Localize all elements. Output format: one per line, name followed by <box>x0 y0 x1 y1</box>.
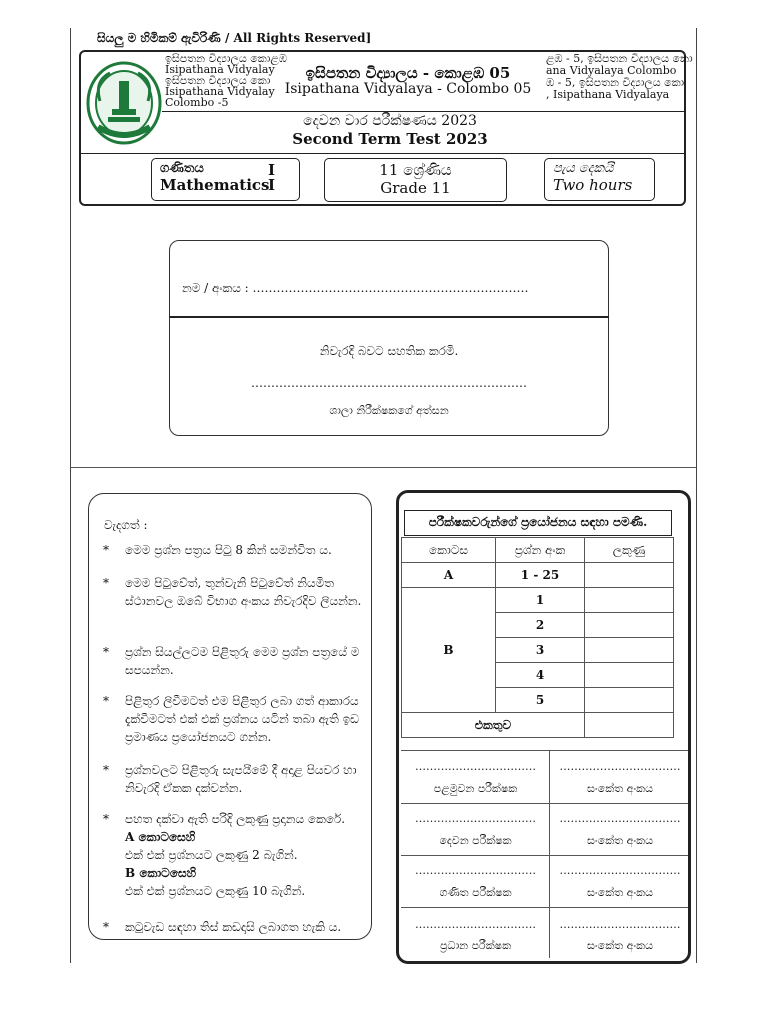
duration-box <box>544 158 655 201</box>
signature-line[interactable]: …………………………………………………………… <box>251 376 527 390</box>
sig-dots[interactable]: …………………………… <box>415 760 536 773</box>
marks-cell[interactable] <box>585 613 674 638</box>
code-dots[interactable]: …………………………… <box>559 864 681 877</box>
subject-english: Mathematics <box>160 176 270 194</box>
duration-sinhala: පැය දෙකයි <box>553 161 614 176</box>
watermark-line: ඹ - 5, ඉසිපතන විද්‍යාලය කො <box>546 76 685 89</box>
page-border-right <box>696 28 697 963</box>
instruction-text: මෙම ප්‍රශ්න පත්‍රය පිටු 8 කින් සමන්විත ය. <box>125 543 332 557</box>
instruction-text: ප්‍රශ්න සියල්ලටම පිළිතුරු මෙම ප්‍රශ්න පත්‍රයේ ම සපයන්න. <box>125 645 360 677</box>
sig-grid-line <box>401 750 688 751</box>
watermark-line: ana Vidyalaya Colombo <box>546 64 677 77</box>
school-watermark-right <box>546 52 693 101</box>
code-number-label: සංකේත අංකය <box>587 782 653 795</box>
part-a-cell: A <box>402 563 496 588</box>
instruction-item: * මෙම ප්‍රශ්න පත්‍රය පිටු 8 කින් සමන්විත ය. <box>103 541 368 559</box>
term-title-english: Second Term Test 2023 <box>292 130 488 148</box>
instruction-item: * පහත දක්වා ඇති පරිදි ලකුණු ප්‍රදානය කෙරේ. A කොටසෙහි එක් එක් ප්‍රශ්නයට ලකුණු 2 බැගින්. B කොටසෙහි එක් එක් ප්‍රශ්නයට ලකුණු 10 බැගින්. <box>103 810 368 900</box>
instruction-text: කටුවැඩ සඳහා තිස් කඩදාසි ලබාගත හැකි ය. <box>125 920 342 934</box>
marks-part-b-title: B කොටසෙහි <box>125 866 197 880</box>
marks-part-a-title: A කොටසෙහි <box>125 830 196 844</box>
sig-dots[interactable]: …………………………… <box>415 864 536 877</box>
qno-cell: 1 - 25 <box>496 563 585 588</box>
code-dots[interactable]: …………………………… <box>559 812 681 825</box>
school-crest-icon <box>86 61 162 145</box>
col-qno-header: ප්‍රශ්න අංක <box>496 538 585 563</box>
paper-number: I <box>268 161 276 179</box>
header-divider <box>81 153 686 154</box>
col-part-header: කොටස <box>402 538 496 563</box>
instruction-text: ප්‍රශ්නවලට පිළිතුරු සැපයීමේ දී අදාළ පියවර හා නිවැරදි ඒකක දක්වන්න. <box>125 763 357 795</box>
marks-cell[interactable] <box>585 588 674 613</box>
sig-dots[interactable]: …………………………… <box>415 812 536 825</box>
copyright-notice: සියලු ම හිමිකම් ඇවිරිණි / All Rights Reserved] <box>97 31 372 45</box>
instruction-item: * ප්‍රශ්නවලට පිළිතුරු සැපයීමේ දී අදාළ පියවර හා නිවැරදි ඒකක දක්වන්න. <box>103 761 368 797</box>
signature-label: ශාලා නිරීක්ෂකගේ අත්සන <box>329 404 449 417</box>
school-name-english: Isipathana Vidyalaya - Colombo 05 <box>284 81 532 97</box>
duration-english: Two hours <box>553 176 633 194</box>
namebox-divider <box>169 316 609 318</box>
qno-cell: 2 <box>496 613 585 638</box>
watermark-line: Isipathana Vidyalay <box>165 63 275 76</box>
math-examiner-label: ගණිත පරීක්ෂක <box>439 886 512 899</box>
total-label: එකතුව <box>402 713 585 738</box>
school-watermark-left <box>165 52 287 109</box>
part-b-cell: B <box>402 588 496 713</box>
instruction-item: * මෙම පිටුවේත්, තුන්වැනි පිටුවේත් නියමිත ස්ථානවල ඔබේ විභාග අංකය නිවැරදිව ලියන්න. <box>103 574 368 610</box>
watermark-line: ළඹ - 5, ඉසිපතන විද්‍යාලය කො <box>546 52 693 65</box>
instruction-item: * කටුවැඩ සඳහා තිස් කඩදාසි ලබාගත හැකි ය. <box>103 918 368 936</box>
instruction-text: පිළිතුර ලිවීමටත් එම පිළිතුර ලබා ගත් ආකාරය දැක්වීමටත් එක් එක් ප්‍රශ්නය යටින් තබා ඇති ඉඩ ප්‍රමාණය ප්‍රයෝජනයට ගන්න. <box>125 694 360 744</box>
instruction-text: මෙම පිටුවේත්, තුන්වැනි පිටුවේත් නියමිත ස්ථානවල ඔබේ විභාග අංකය නිවැරදිව ලියන්න. <box>125 576 362 608</box>
header-divider <box>162 111 686 112</box>
instructions-title: වැදගත් : <box>104 518 148 532</box>
paper-number: I <box>268 176 276 194</box>
marks-cell[interactable] <box>585 663 674 688</box>
subject-box <box>151 158 300 201</box>
grade-sinhala: 11 ශ්‍රේණිය <box>379 161 452 179</box>
instruction-item: * ප්‍රශ්න සියල්ලටම පිළිතුරු මෙම ප්‍රශ්න පත්‍රයේ ම සපයන්න. <box>103 643 368 679</box>
examiner-heading: පරීක්ෂකවරුන්ගේ ප්‍රයෝජනය සඳහා පමණි. <box>404 510 672 536</box>
name-number-field[interactable]: නම / අංකය : …………………………………………………………… <box>182 281 529 295</box>
section-divider <box>70 467 696 468</box>
sig-grid-line <box>401 803 688 804</box>
chief-examiner-label: ප්‍රධාන පරීක්ෂක <box>439 939 512 952</box>
code-number-label: සංකේත අංකය <box>587 886 653 899</box>
sig-grid-line <box>401 855 688 856</box>
watermark-line: ඉසිපතන විද්‍යාලය කො <box>165 74 271 87</box>
sig-dots[interactable]: …………………………… <box>415 918 536 931</box>
code-number-label: සංකේත අංකය <box>587 939 653 952</box>
certification-text: නිවැරදි බවට සහතික කරමි. <box>319 344 459 358</box>
grade-box <box>324 158 507 202</box>
sig-grid-divider <box>549 750 550 958</box>
qno-cell: 4 <box>496 663 585 688</box>
subject-sinhala: ගණිතය <box>160 161 204 176</box>
qno-cell: 3 <box>496 638 585 663</box>
page-border-left <box>70 28 71 963</box>
sig-grid-line <box>401 907 688 908</box>
instruction-text: පහත දක්වා ඇති පරිදි ලකුණු ප්‍රදානය කෙරේ. <box>125 812 346 826</box>
marks-table <box>401 537 674 738</box>
marks-part-b: එක් එක් ප්‍රශ්නයට ලකුණු 10 බැගින්. <box>125 884 306 898</box>
qno-cell: 5 <box>496 688 585 713</box>
term-title-sinhala: දෙවන වාර පරීක්ෂණය 2023 <box>303 113 477 129</box>
qno-cell: 1 <box>496 588 585 613</box>
total-marks-cell[interactable] <box>585 713 674 738</box>
marks-part-a: එක් එක් ප්‍රශ්නයට ලකුණු 2 බැගින්. <box>125 848 298 862</box>
instruction-item: * පිළිතුර ලිවීමටත් එම පිළිතුර ලබා ගත් ආකාරය දැක්වීමටත් එක් එක් ප්‍රශ්නය යටින් තබා ඇති ඉඩ ප්‍රමාණය ප්‍රයෝජනයට ගන්න. <box>103 692 368 746</box>
marks-cell[interactable] <box>585 563 674 588</box>
code-number-label: සංකේත අංකය <box>587 834 653 847</box>
code-dots[interactable]: …………………………… <box>559 760 681 773</box>
watermark-line: Isipathana Vidyalay <box>165 85 275 98</box>
marks-cell[interactable] <box>585 688 674 713</box>
school-name-sinhala: ඉසිපතන විද්‍යාලය - කොළඹ 05 <box>305 64 511 82</box>
second-examiner-label: දෙවන පරීක්ෂක <box>439 834 512 847</box>
grade-english: Grade 11 <box>380 179 451 197</box>
watermark-line: ඉසිපතන විද්‍යාලය කොළඹ <box>165 52 287 65</box>
first-examiner-label: පළමුවන පරීක්ෂක <box>433 782 518 795</box>
watermark-line: , Isipathana Vidyalaya <box>546 88 670 101</box>
col-marks-header: ලකුණු <box>585 538 674 563</box>
marks-cell[interactable] <box>585 638 674 663</box>
watermark-line: Colombo -5 <box>165 96 229 109</box>
code-dots[interactable]: …………………………… <box>559 918 681 931</box>
